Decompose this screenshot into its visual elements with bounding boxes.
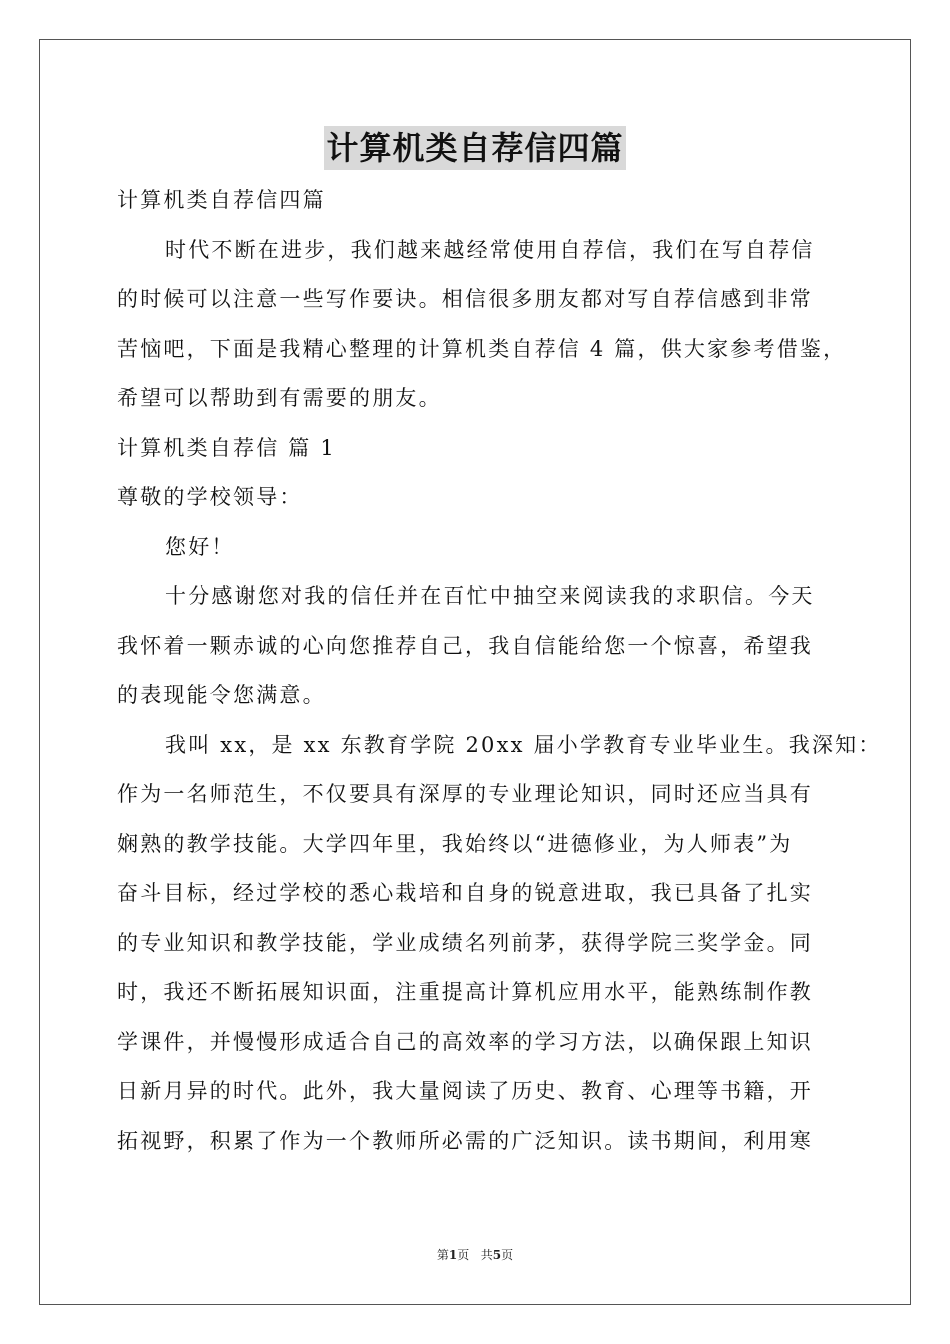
text-line: 我怀着一颗赤诚的心向您推荐自己，我自信能给您一个惊喜，希望我 — [117, 633, 813, 658]
footer-total-suffix: 页 — [501, 1248, 514, 1262]
text-line: 作为一名师范生，不仅要具有深厚的专业理论知识，同时还应当具有 — [117, 782, 813, 806]
text-line: 希望可以帮助到有需要的朋友。 — [117, 386, 442, 410]
title-wrap — [0, 126, 950, 170]
footer-current-page: 1 — [448, 1248, 458, 1262]
text-line: 您好！ — [165, 534, 235, 559]
text-line: 奋斗目标，经过学校的悉心栽培和自身的锐意进取，我已具备了扎实 — [117, 881, 813, 905]
text-line: 时，我还不断拓展知识面，注重提高计算机应用水平，能熟练制作教 — [117, 980, 813, 1004]
text-line: 尊敬的学校领导： — [117, 485, 303, 509]
text-line: 的专业知识和教学技能，学业成绩名列前茅，获得学院三奖学金。同 — [117, 930, 813, 955]
text-line: 计算机类自荐信 篇 1 — [117, 435, 336, 460]
text-line: 学课件，并慢慢形成适合自己的高效率的学习方法，以确保跟上知识 — [117, 1029, 813, 1054]
text-line: 的表现能令您满意。 — [117, 683, 326, 707]
text-line: 的时候可以注意一些写作要诀。相信很多朋友都对写自荐信感到非常 — [117, 287, 813, 311]
text-line: 计算机类自荐信四篇 — [117, 188, 326, 212]
footer-page-word: 页 — [457, 1248, 470, 1262]
page-footer — [0, 1246, 950, 1263]
text-line: 日新月异的时代。此外，我大量阅读了历史、教育、心理等书籍，开 — [117, 1079, 813, 1103]
text-line: 十分感谢您对我的信任并在百忙中抽空来阅读我的求职信。今天 — [165, 584, 815, 608]
text-line: 我叫 xx，是 xx 东教育学院 20xx 届小学教育专业毕业生。我深知： — [165, 732, 882, 757]
text-line: 苦恼吧，下面是我精心整理的计算机类自荐信 4 篇，供大家参考借鉴， — [117, 336, 847, 361]
footer-prefix: 第 — [436, 1248, 449, 1262]
text-line: 拓视野，积累了作为一个教师所必需的广泛知识。读书期间，利用寒 — [117, 1128, 813, 1153]
footer-total-pages: 5 — [492, 1248, 502, 1262]
footer-total-prefix: 共 — [480, 1248, 493, 1262]
page-title: 计算机类自荐信四篇 — [324, 126, 625, 170]
text-line: 娴熟的教学技能。大学四年里，我始终以“进德修业，为人师表”为 — [117, 831, 793, 856]
text-line: 时代不断在进步，我们越来越经常使用自荐信，我们在写自荐信 — [165, 237, 815, 262]
document-body — [117, 176, 882, 1166]
